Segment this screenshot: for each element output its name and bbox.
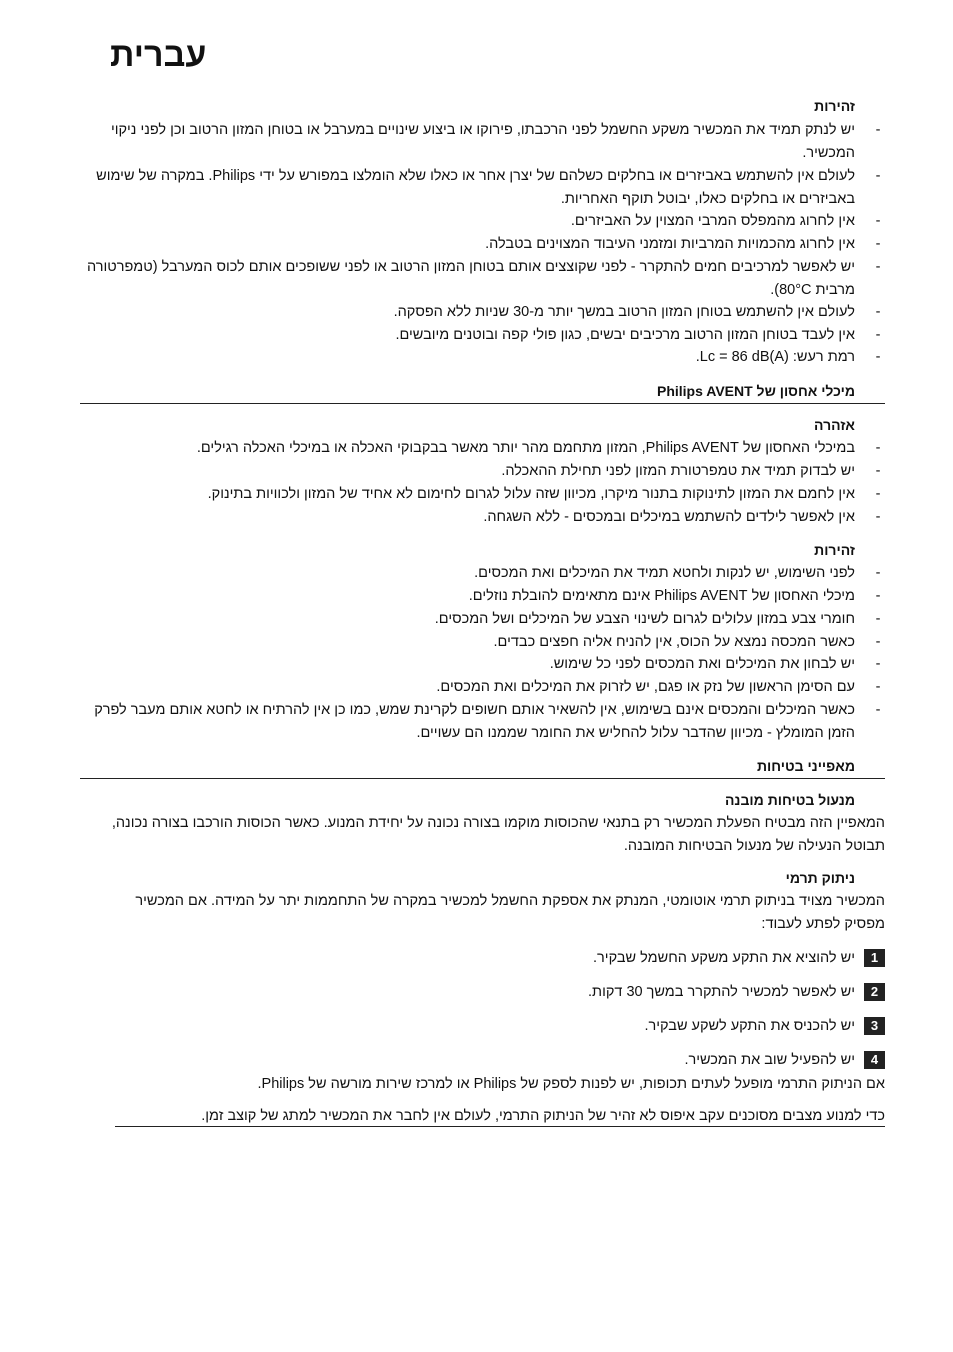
section-divider — [80, 403, 885, 404]
step-number: 4 — [864, 1051, 885, 1069]
step-text: יש להפעיל שוב את המכשיר. — [684, 1052, 855, 1068]
paragraph: המאפיין הזה מבטיח הפעלת המכשיר רק בתנאי שהכוסות מוקמו בצורה נכונה על יחידת המנוע. כאשר הכוסות הורכבו בצורה נכונה, תבוטל הנעילה של מנעול הבטיחות המובנה. — [111, 815, 885, 854]
list-item: - לעולם אין להשתמש בטוחן המזון הרטוב במשך יותר מ-30 שניות ללא הפסקה. — [393, 304, 881, 320]
subsection-heading: ניתוק תרמי — [785, 870, 855, 886]
warning-heading: אזהרה — [814, 417, 855, 433]
section-divider — [80, 778, 885, 779]
list-item: - עם הסימן הראשון של נזק או פגם, יש לזרוק את המיכלים ואת המכסים. — [436, 679, 881, 695]
list-item: - יש לנתק תמיד את המכשיר משקע החשמל לפני הרכבתו, פירוקו או ביצוע שינויים במערבל או בטוחן המזון הרטוב וכן לפני ניקוי המכשיר. — [110, 122, 881, 161]
list-item: - רמת רעש: Lc = 86 dB(A). — [695, 349, 881, 365]
caution-heading: זהירות — [814, 542, 855, 558]
list-item: - מיכלי האחסון של Philips AVENT אינם מתאימים להובלת נוזלים. — [468, 588, 881, 604]
paragraph: כדי למנוע מצבים מסוכנים עקב איפוס לא זהיר של הניתוק התרמי, לעולם אין לחבר את המכשיר למתג של קוצב זמן. — [115, 1108, 885, 1127]
page-title: עברית — [110, 36, 207, 74]
section-heading: מיכלי אחסון של Philips AVENT — [656, 383, 855, 399]
list-item: - יש לבחון את המיכלים ואת המכסים לפני כל שימוש. — [549, 656, 881, 672]
list-item: - כאשר המכסה נמצא על הכוס, אין להניח אליה חפצים כבדים. — [493, 634, 881, 650]
list-item: - חומרי צבע במזון עלולים לגרום לשינוי הצבע של המיכלים ושל המכסים. — [434, 611, 881, 627]
paragraph: אם הניתוק התרמי מופעל לעתים תכופות, יש לפנות לספק של Philips או למרכז שירות מורשה של Philips. — [257, 1076, 885, 1092]
list-item: - אין לחרוג מהכמויות המרביות ומזמני העיבוד המצוינים בטבלה. — [485, 236, 881, 252]
step-text: יש לאפשר למכשיר להתקרר במשך 30 דקות. — [588, 984, 855, 1000]
step-number: 3 — [864, 1017, 885, 1035]
list-item: - אין לחרוג מהמפלס המרבי המצוין על האביזרים. — [570, 213, 881, 229]
list-item: - אין לחמם את המזון לתינוקות בתנור מיקרו, מכיוון שזה עלול לגרום לחימום לא אחיד של המזון ולכוויות בתינוק. — [207, 486, 881, 502]
list-item: - אין לעבד בטוחן המזון הרטוב מרכיבים יבשים, כגון פולי קפה ובוטנים מיובשים. — [395, 327, 881, 343]
list-item: - לפני השימוש, יש לנקות ולחטא תמיד את המיכלים ואת המכסים. — [474, 565, 881, 581]
subsection-heading: מנעול בטיחות מובנה — [724, 792, 855, 808]
caution-heading: זהירות — [814, 98, 855, 114]
step-number: 1 — [864, 949, 885, 967]
section-heading: מאפייני בטיחות — [756, 758, 855, 774]
list-item: - במיכלי האחסון של Philips AVENT, המזון מתחמם מהר יותר מאשר בבקבוקי האכלה או במיכלי האכלה רגילים. — [196, 440, 881, 456]
paragraph: המכשיר מצויד בניתוק תרמי אוטומטי, המנתק את אספקת החשמל למכשיר במקרה של התחממות יתר על המידה. אם המכשיר מפסיק לפתע לעבוד: — [135, 893, 885, 932]
step-number: 2 — [864, 983, 885, 1001]
list-item: - יש לאפשר למרכיבים חמים להתקרר - לפני שקוצצים אותם בטוחן המזון הרטוב או לפני ששופכים אותם לכוס המערבל (טמפרטורה מרבית 80°C). — [86, 259, 881, 298]
list-item: - אין לאפשר לילדים להשתמש במיכלים ובמכסים - ללא השגחה. — [483, 509, 881, 525]
step-text: יש להוציא את התקע משקע החשמל שבקיר. — [593, 950, 855, 966]
list-item: - לעולם אין להשתמש באביזרים או בחלקים כשלהם של יצרן אחר או כאלו שלא הומלצו במפורש על ידי Philips. במקרה של שימוש באביזרים או בחלקים כאלו, יבוטל תוקף האחריות. — [96, 168, 881, 207]
list-item: - יש לבדוק תמיד את טמפרטורת המזון לפני תחילת ההאכלה. — [501, 463, 881, 479]
list-item: - כאשר המיכלים והמכסים אינם בשימוש, אין להשאיר אותם חשופים לקרינת שמש, כמו כן אין להרתיח או לחטא אותם מעבר לפרק הזמן המומלץ - מכיוון שהדבר עלול להחליש את החומר שממנו הם עשויים. — [94, 702, 881, 741]
step-text: יש להכניס את התקע לשקע שבקיר. — [644, 1018, 855, 1034]
